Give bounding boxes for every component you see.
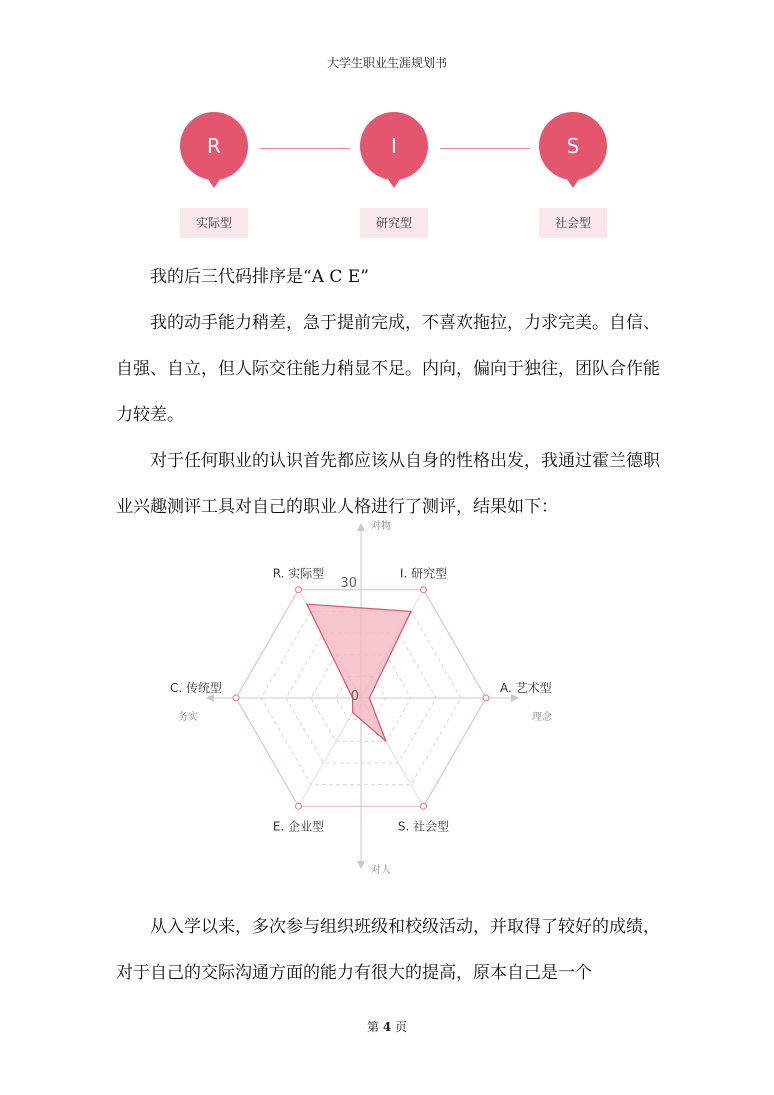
paragraph: 我的后三代码排序是“A C E”	[150, 267, 369, 287]
vertex-marker	[233, 695, 239, 701]
page-number: 4	[382, 1020, 392, 1034]
paragraph: 我的动手能力稍差，急于提前完成，不喜欢拖拉，力求完美。自信、自强、自立，但人际交往能力稍显不足。内向，偏向于独往，团队合作能力较差。	[116, 313, 660, 425]
axis-label: E. 企业型	[272, 819, 325, 834]
axis-label: R. 实际型	[272, 566, 325, 581]
vertex-marker	[421, 803, 427, 809]
code-label-i: 研究型	[360, 208, 428, 238]
code-circle-r: R	[180, 112, 248, 180]
body-text-block-2	[116, 904, 662, 996]
axis-label: A. 艺术型	[500, 681, 552, 695]
axis-label: I. 研究型	[399, 566, 448, 581]
paragraph: 从入学以来，多次参与组织班级和校级活动，并取得了较好的成绩，对于自己的交际沟通方面的能力有很大的提高，原本自己是一个	[116, 917, 660, 983]
arrow-left-icon	[206, 694, 214, 702]
tick-label-min: 0	[350, 689, 359, 704]
radar-data-area	[307, 604, 411, 741]
code-circle-i: I	[360, 112, 428, 180]
arrow-down-icon	[357, 861, 365, 869]
vertex-marker	[421, 587, 427, 593]
connector-line	[260, 148, 350, 149]
direction-label-bottom: 对人	[371, 865, 391, 876]
code-label-s: 社会型	[539, 208, 607, 238]
arrow-up-icon	[357, 523, 365, 531]
arrow-right-icon	[511, 694, 519, 702]
vertex-marker	[296, 587, 302, 593]
page-header: 大学生职业生涯规划书	[326, 56, 447, 70]
holland-radar-chart	[150, 515, 620, 885]
page-suffix: 页	[395, 1020, 408, 1034]
code-label-r: 实际型	[180, 208, 248, 238]
body-text-block-1	[116, 254, 662, 530]
pin-pointer	[565, 176, 581, 188]
vertex-marker	[483, 695, 489, 701]
spoke-line	[299, 698, 362, 806]
direction-label-top: 对物	[371, 521, 391, 532]
vertex-marker	[296, 803, 302, 809]
code-circle-s: S	[539, 112, 607, 180]
paragraph: 对于任何职业的认识首先都应该从自身的性格出发，我通过霍兰德职业兴趣测评工具对自己的职业人格进行了测评，结果如下：	[116, 451, 660, 517]
page-prefix: 第	[366, 1020, 379, 1034]
pin-pointer	[206, 176, 222, 188]
connector-line	[440, 148, 530, 149]
tick-label-max: 30	[340, 575, 357, 591]
axis-label: S. 社会型	[397, 819, 450, 834]
pin-pointer	[386, 176, 402, 188]
direction-label-left: 务实	[178, 712, 198, 723]
page-footer	[0, 1018, 774, 1035]
axis-label: C. 传统型	[169, 681, 222, 695]
direction-label-right: 理念	[532, 712, 552, 723]
